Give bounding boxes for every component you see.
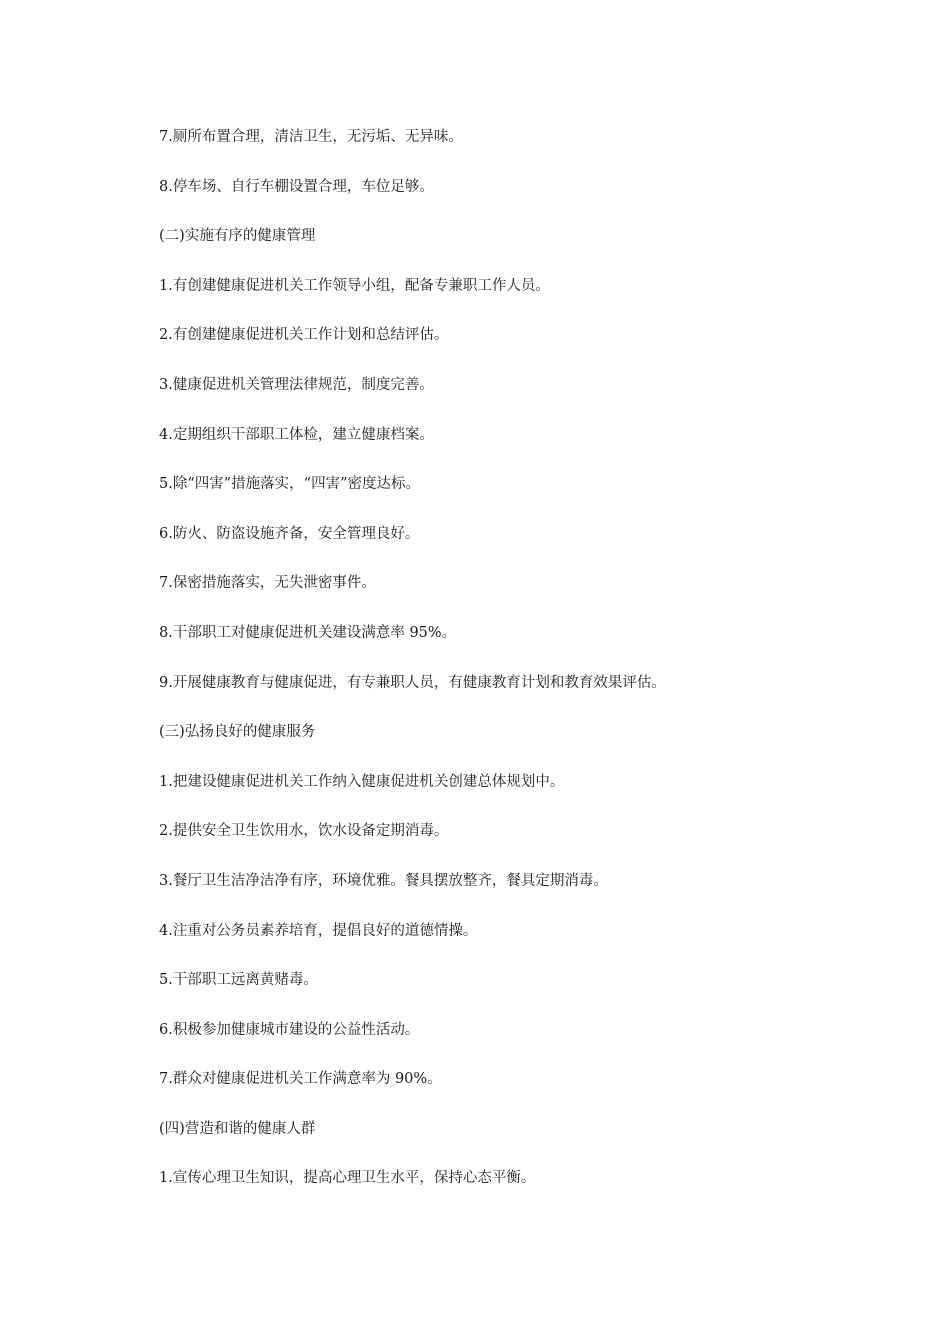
list-item: 3.健康促进机关管理法律规范，制度完善。 — [159, 376, 434, 393]
list-item: 6.防火、防盗设施齐备，安全管理良好。 — [159, 525, 420, 542]
list-item: 8.干部职工对健康促进机关建设满意率 95%。 — [159, 624, 457, 641]
list-item: 4.定期组织干部职工体检，建立健康档案。 — [159, 426, 434, 443]
list-item: 3.餐厅卫生洁净洁净有序，环境优雅。餐具摆放整齐，餐具定期消毒。 — [159, 872, 608, 889]
document-body — [159, 123, 859, 1214]
section-heading-health-management: (二)实施有序的健康管理 — [159, 228, 316, 245]
list-item: 5.干部职工远离黄赌毒。 — [159, 972, 318, 989]
list-item: 1.宣传心理卫生知识，提高心理卫生水平，保持心态平衡。 — [159, 1170, 536, 1187]
section-heading-health-service: (三)弘扬良好的健康服务 — [159, 724, 316, 741]
list-item: 7.保密措施落实，无失泄密事件。 — [159, 575, 376, 592]
list-item-parking: 8.停车场、自行车棚设置合理，车位足够。 — [159, 178, 434, 195]
list-item: 6.积极参加健康城市建设的公益性活动。 — [159, 1021, 420, 1038]
list-item: 5.除“四害”措施落实，“四害”密度达标。 — [159, 476, 420, 493]
list-item-toilet: 7.厕所布置合理，清洁卫生，无污垢、无异味。 — [159, 129, 463, 145]
list-item: 9.开展健康教育与健康促进，有专兼职人员，有健康教育计划和教育效果评估。 — [159, 674, 666, 691]
list-item: 2.提供安全卫生饮用水，饮水设备定期消毒。 — [159, 823, 449, 840]
section-heading-healthy-population: (四)营造和谐的健康人群 — [159, 1120, 316, 1137]
list-item: 1.有创建健康促进机关工作领导小组，配备专兼职工作人员。 — [159, 277, 550, 294]
list-item: 2.有创建健康促进机关工作计划和总结评估。 — [159, 327, 449, 344]
list-item: 1.把建设健康促进机关工作纳入健康促进机关创建总体规划中。 — [159, 773, 565, 790]
list-item: 7.群众对健康促进机关工作满意率为 90%。 — [159, 1071, 442, 1088]
list-item: 4.注重对公务员素养培育，提倡良好的道德情操。 — [159, 922, 478, 939]
